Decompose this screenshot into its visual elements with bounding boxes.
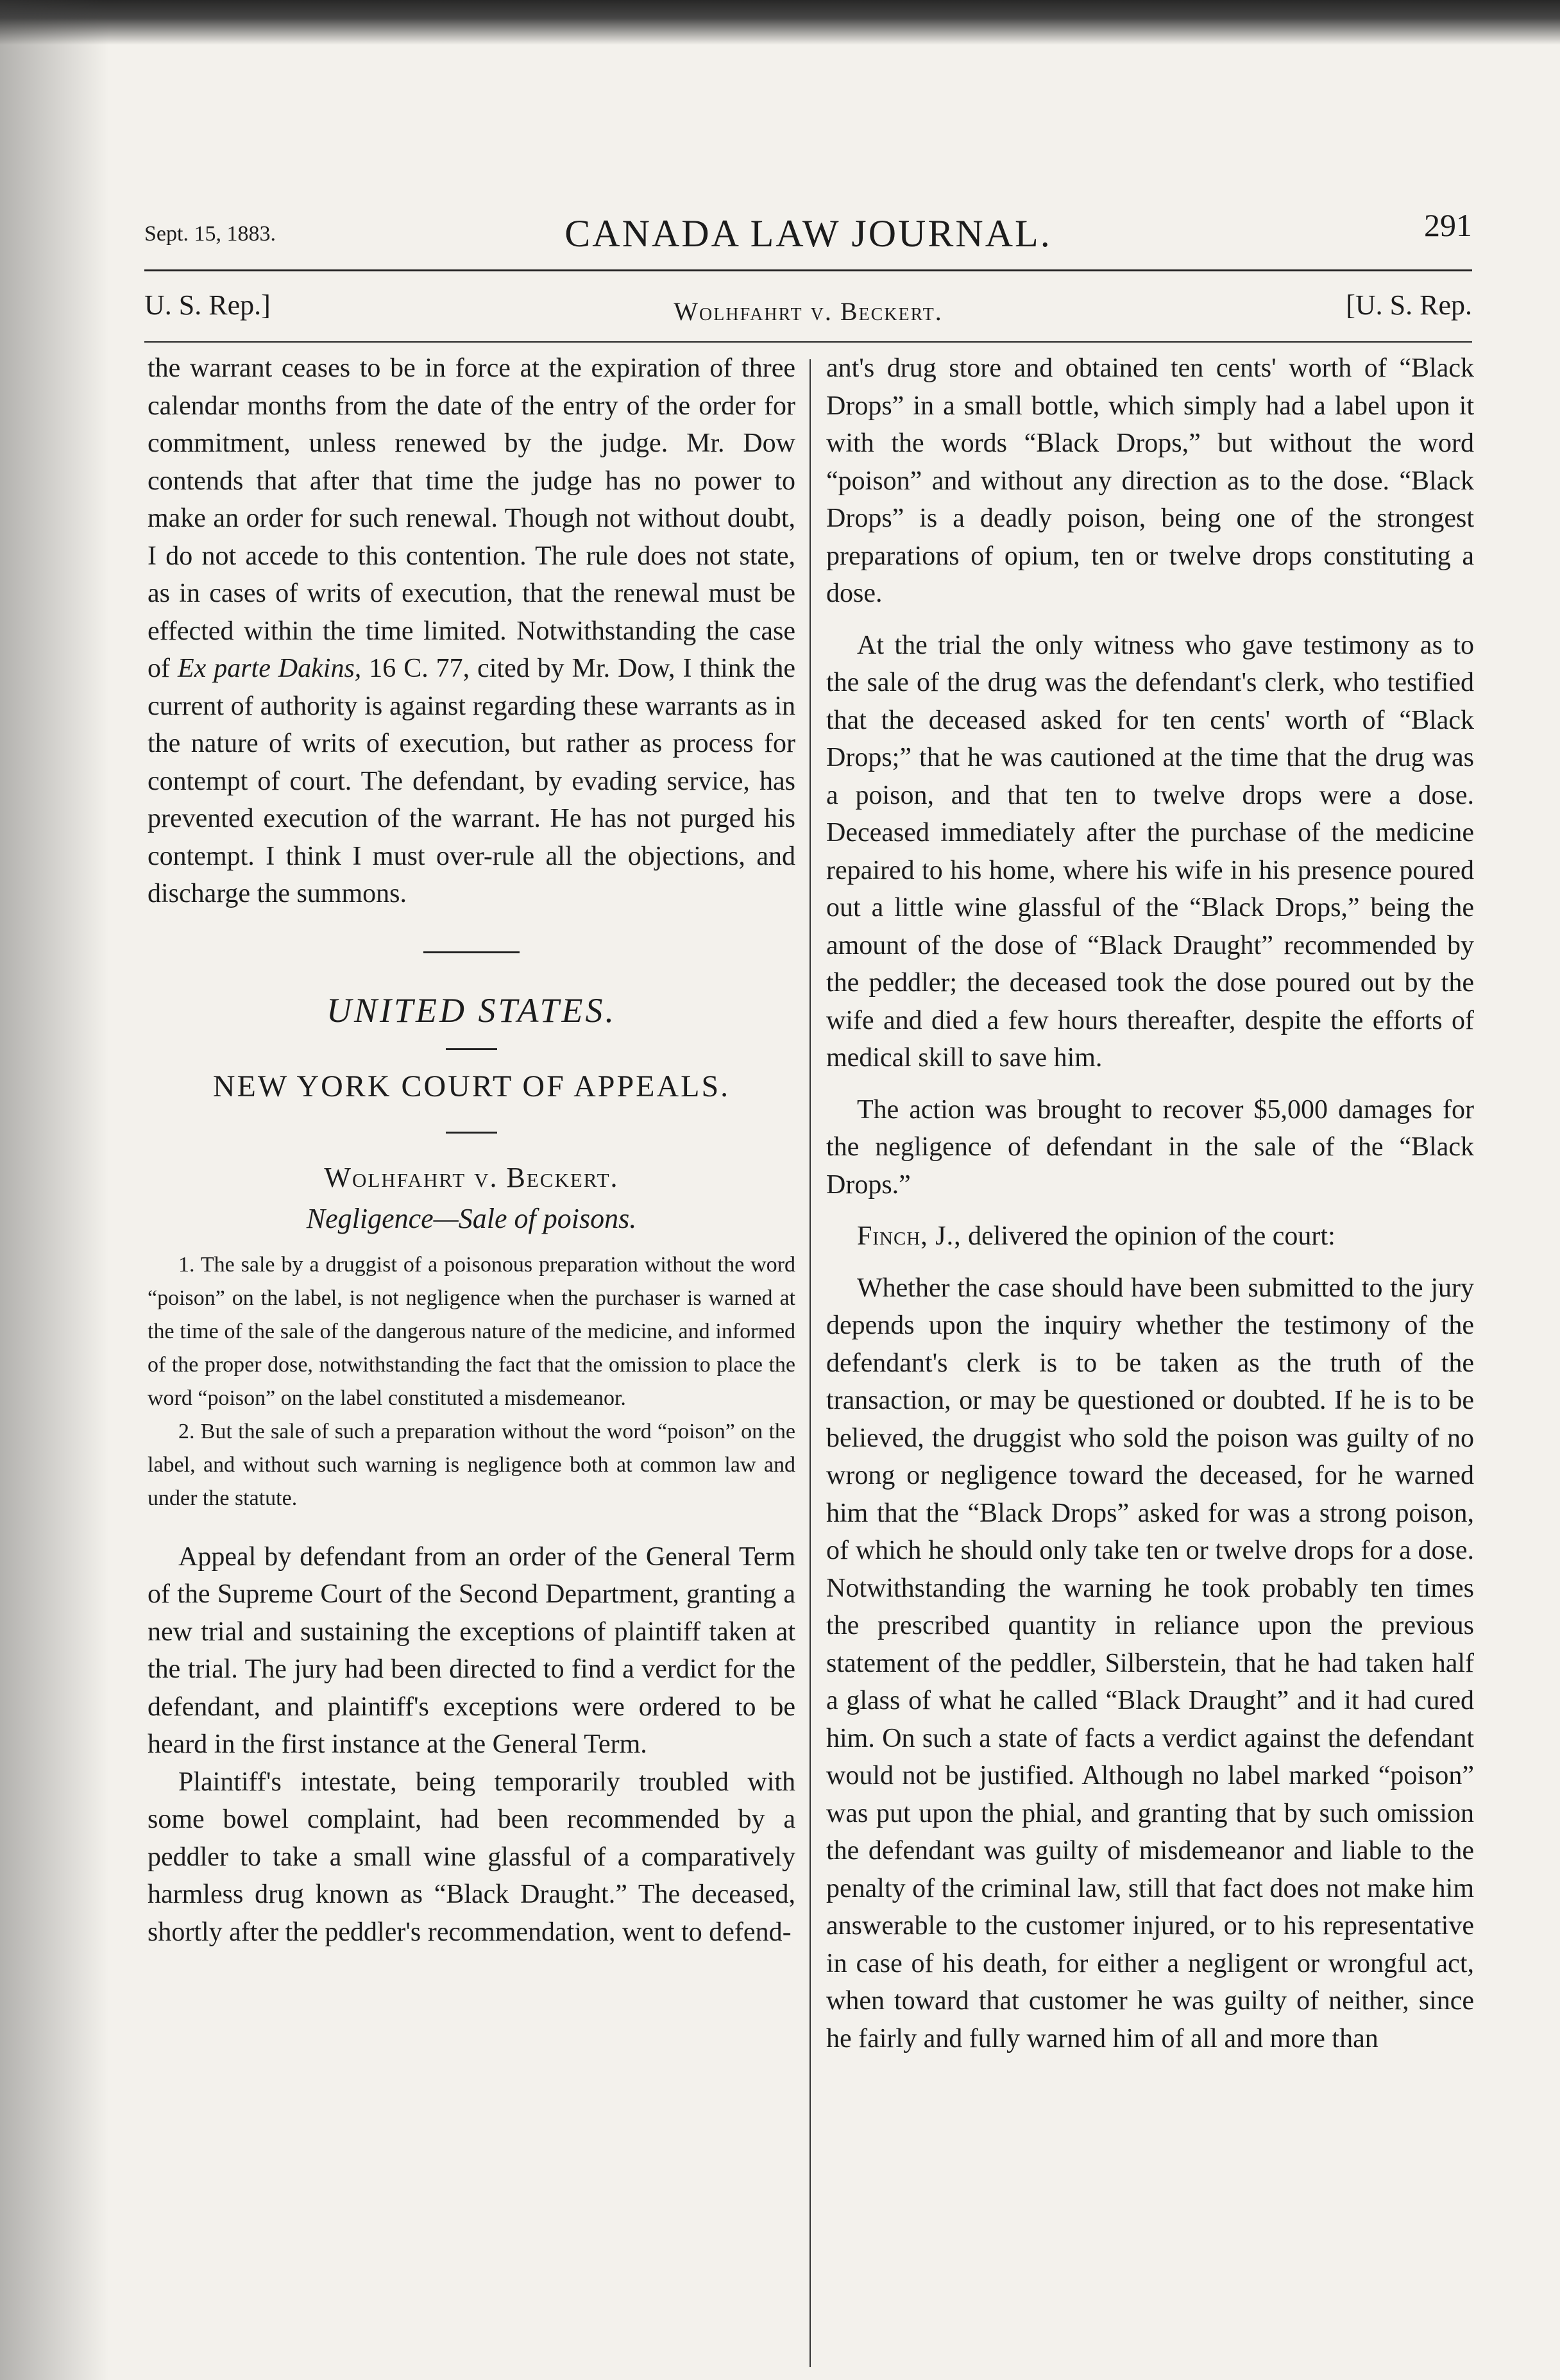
header-rule [144,269,1472,271]
section-title: UNITED STATES. [326,990,617,1030]
running-header [144,204,1472,262]
page-number: 291 [1424,207,1472,243]
left-column [148,350,795,1951]
paragraph: ant's drug store and obtained ten cents' worth of “Black Drops” in a small bottle, which simply had a label upon it with the words “Black Drops,” but without the word “poison” and without any direction as to the dose. “Black Drops” is a deadly poison, being one of the strongest preparations of opium, ten or twelve drops constituting a dose. [826,353,1474,608]
paragraph [826,1218,1474,1255]
headnote: 1. The sale by a druggist of a poisonous preparation without the word “poison” on the label, is not negligence when the purchaser is warned at the time of the sale of the dangerous nature of the medicine, and informed of the proper dose, notwithstanding the fact that the omission to place the word “poison” on the label constituted a misdemeanor. [148,1252,795,1410]
right-column [826,350,1474,2057]
column-divider [810,359,811,2367]
paragraph: The action was brought to recover $5,000 damages for the negligence of defendant in the sale of the “Black Drops.” [826,1094,1474,1200]
paragraph: At the trial the only witness who gave testimony as to the sale of the drug was the defendant's clerk, who testified that the deceased asked for ten cents' worth of “Black Drops;” that he was cautioned at the time that the drug was a poison, and that ten to twelve drops were a dose. Deceased immediately after the purchase of the medicine repaired to his home, where his wife in his presence poured out a little wine glassful of the “Black Drops,” being the amount of the dose of “Black Draught” recommended by the peddler; the deceased took the dose poured out by the wife and died a few hours thereafter, despite the efforts of medical skill to save him. [826,630,1474,1073]
section-rule [423,951,520,953]
scan-edge-left [0,0,109,2380]
journal-title: CANADA LAW JOURNAL. [564,212,1052,255]
case-running-title: Wolhfahrt v. Beckert. [674,297,943,326]
case-subtitle: Negligence—Sale of poisons. [306,1203,637,1234]
paragraph [148,350,795,913]
scan-edge-top [0,0,1560,45]
running-subheader [144,289,1472,334]
section-left-label: U. S. Rep.] [144,289,271,321]
paragraph: Whether the case should have been submitted to the jury depends upon the inquiry whether the testimony of the defendant's clerk is to be taken as the truth of the transaction, or may be questioned or doubted. If he is to be believed, the druggist who sold the poison was guilty of no wrong or negligence toward the deceased, for he warned him that the “Black Drops” asked for was a strong poison, of which he should only take ten or twelve drops for a dose. Notwithstanding the warning he took probably ten times the prescribed quantity in reliance upon the previous statement of the peddler, Silberstein, that he had taken half a glass of what he called “Black Draught” and it had cured him. On such a state of facts a verdict against the defendant would not be justified. Although no label marked “poison” was put upon the phial, and granting that by such omission the defendant was guilty of misdemeanor and liable to the penalty of the criminal law, still that fact does not make him answerable to the customer injured, or to his representative in case of his death, for either a negligent or wrongful act, when toward that customer he was guilty of neither, since he fairly and fully warned him of all and more than [826,1273,1474,2053]
section-right-label: [U. S. Rep. [1346,289,1472,321]
paragraph-text: the warrant ceases to be in force at the expiration of three calendar months from the date of the entry of the order for commitment, unless renewed by the judge. Mr. Dow contends that after that time the judge has no power to make an order for such renewal. Though not without doubt, I do not accede to this contention. The rule does not state, as in cases of writs of execution, that the renewal must be effected within the time limited. Notwithstanding the case of [148,353,795,683]
issue-date: Sept. 15, 1883. [144,222,276,246]
section-rule [446,1132,497,1134]
paragraph-text: 16 C. 77, cited by Mr. Dow, I think the current of authority is against regarding these warrants as in the nature of writs of execution, but rather as process for contempt of court. The defendant, by evading service, has prevented execution of the warrant. He has not purged his contempt. I think I must over-rule all the objections, and discharge the summons. [148,654,795,908]
section-rule [446,1048,497,1050]
headnote: 2. But the sale of such a preparation without the word “poison” on the label, and without such warning is negligence both at common law and under the statute. [148,1419,795,1510]
case-citation: Ex parte Dakins, [177,654,362,683]
paragraph: Appeal by defendant from an order of the General Term of the Supreme Court of the Second Department, granting a new trial and sustaining the exceptions of plaintiff taken at the trial. The jury had been directed to find a verdict for the defendant, and plaintiff's exceptions were ordered to be heard in the first instance at the General Term. [148,1542,795,1759]
paragraph: Plaintiff's intestate, being temporarily troubled with some bowel complaint, had been recommended by a peddler to take a small wine glassful of a comparatively harmless drug known as “Black Draught.” The deceased, shortly after the peddler's recommendation, went to defend- [148,1767,795,1947]
paragraph-text: delivered the opinion of the court: [961,1221,1335,1251]
case-title: Wolhfahrt v. Beckert. [324,1161,619,1193]
judge-name: Finch, J., [857,1221,962,1251]
court-title: NEW YORK COURT OF APPEALS. [212,1069,731,1103]
subheader-rule [144,341,1472,343]
